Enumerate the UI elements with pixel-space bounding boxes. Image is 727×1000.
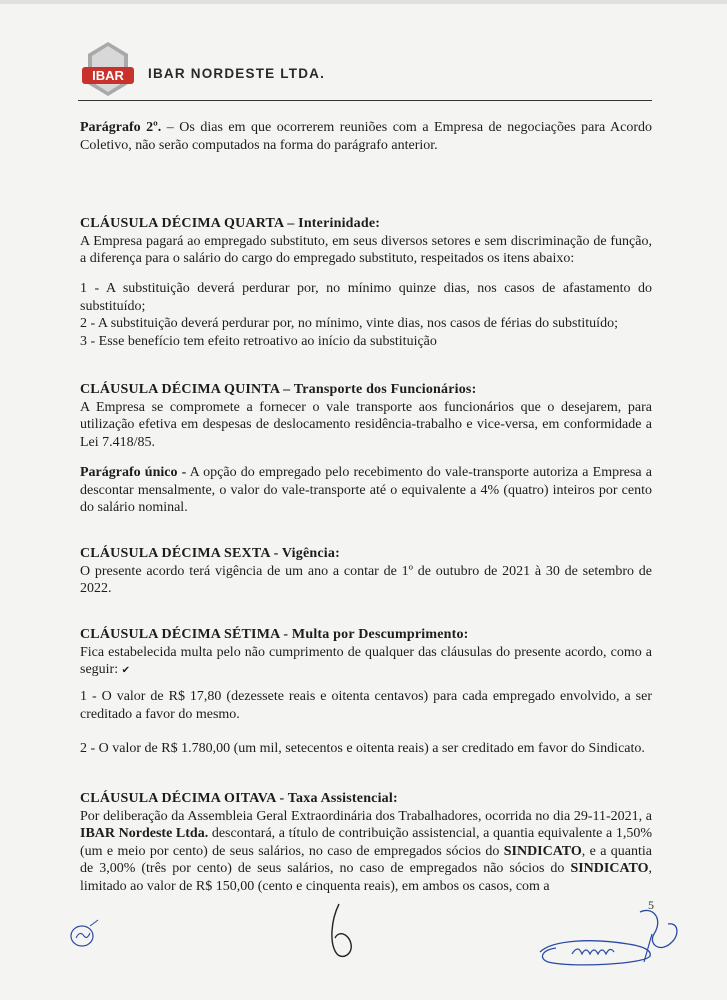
clause-14-item-3: 3 - Esse benefício tem efeito retroativo ao início da substituição (80, 333, 437, 349)
initials-stamp (64, 916, 104, 952)
clause-14-item-1: 1 - A substituição deverá perdurar por, no mínimo quinze dias, nos casos de afastamento do substituído; (80, 281, 652, 314)
clause-17-item-1-block (80, 688, 652, 723)
clause-15-text: A Empresa se compromete a fornecer o vale transporte aos funcionários que o desejarem, para utilização efetiva em despesas de deslocamento residência-trabalho e vice-versa, em conformidade a Lei 7.418/85. (80, 399, 652, 450)
clause-14-title: CLÁUSULA DÉCIMA QUARTA – Interinidade: (80, 216, 381, 231)
clause-18-sindicato-2: SINDICATO (570, 861, 649, 876)
clause-18-text-c: , e a quantia de 3,00% (três por cento) de seus salários, no caso de empregados não sócios do (80, 843, 652, 876)
page-top-edge (0, 0, 727, 4)
clause-17-intro: Fica estabelecida multa pelo não cumprimento de qualquer das cláusulas do presente acordo, como a seguir: (80, 644, 652, 677)
clause-15-title: CLÁUSULA DÉCIMA QUINTA – Transporte dos Funcionários: (80, 382, 477, 397)
clause-17-item-2: 2 - O valor de R$ 1.780,00 (um mil, setecentos e oitenta reais) a ser creditado em favor do Sindicato. (80, 741, 645, 756)
header-divider (78, 100, 652, 101)
signature (532, 904, 692, 974)
page-number: 5 (648, 898, 654, 912)
clause-18 (80, 790, 652, 895)
clause-17-item-1: 1 - O valor de R$ 17,80 (dezessete reais e oitenta centavos) para cada empregado envolvido, a ser creditado a favor do mesmo. (80, 689, 652, 722)
clause-16-text: O presente acordo terá vigência de um ano a contar de 1º de outubro de 2021 à 30 de setembro de 2022. (80, 563, 652, 596)
clause-14-items (80, 280, 652, 350)
signature-initial-a (325, 900, 361, 962)
clause-18-text-b: descontará, a título de contribuição assistencial, a quantia equivalente a 1,50% (um e meio por cento) de seus salários, no caso de empregados sócios do (80, 826, 652, 859)
clause-17-title: CLÁUSULA DÉCIMA SÉTIMA - Multa por Descumprimento: (80, 627, 469, 642)
logo-text: IBAR (92, 68, 124, 83)
clause-17 (80, 626, 652, 680)
clause-15 (80, 381, 652, 451)
ink-mark: ✔ (121, 665, 130, 676)
clause-15-sole-paragraph (80, 464, 652, 517)
clause-14-intro: A Empresa pagará ao empregado substituto, em seus diversos setores e sem discriminação de função, a diferença para o salário do cargo do empregado substituto, respeitados os itens abaixo: (80, 233, 652, 266)
paragraph-2-label: Parágrafo 2º. (80, 120, 162, 135)
clause-18-text-d: , limitado ao valor de R$ 150,00 (cento e cinquenta reais), em ambos os casos, com a (80, 861, 652, 894)
letterhead (78, 38, 652, 104)
sole-paragraph-label: Parágrafo único - (80, 465, 187, 480)
clause-16-title: CLÁUSULA DÉCIMA SEXTA - Vigência: (80, 546, 340, 561)
paragraph-2-text: – Os dias em que ocorrerem reuniões com a Empresa de negociações para Acordo Coletivo, não serão computados na forma do parágrafo anterior. (80, 120, 652, 153)
clause-17-item-2-block (80, 740, 652, 758)
clause-18-company: IBAR Nordeste Ltda. (80, 826, 209, 841)
ibar-logo (78, 40, 138, 98)
clause-16 (80, 545, 652, 598)
clause-18-title: CLÁUSULA DÉCIMA OITAVA - Taxa Assistencial: (80, 791, 398, 806)
paragraph-2 (80, 119, 652, 154)
sole-paragraph-text: A opção do empregado pelo recebimento do vale-transporte autoriza a Empresa a descontar mensalmente, o valor do vale-transporte até o equivalente a 4% (quatro) inteiros por cento do salário nominal. (80, 465, 652, 515)
company-name: IBAR NORDESTE LTDA. (148, 66, 326, 81)
clause-18-sindicato-1: SINDICATO (503, 843, 582, 859)
clause-14 (80, 215, 652, 268)
clause-18-text-a: Por deliberação da Assembleia Geral Extraordinária dos Trabalhadores, ocorrida no dia 29-11-2021, a (80, 808, 652, 824)
clause-14-item-2: 2 - A substituição deverá perdurar por, no mínimo, vinte dias, nos casos de férias do substituído; (80, 316, 618, 331)
